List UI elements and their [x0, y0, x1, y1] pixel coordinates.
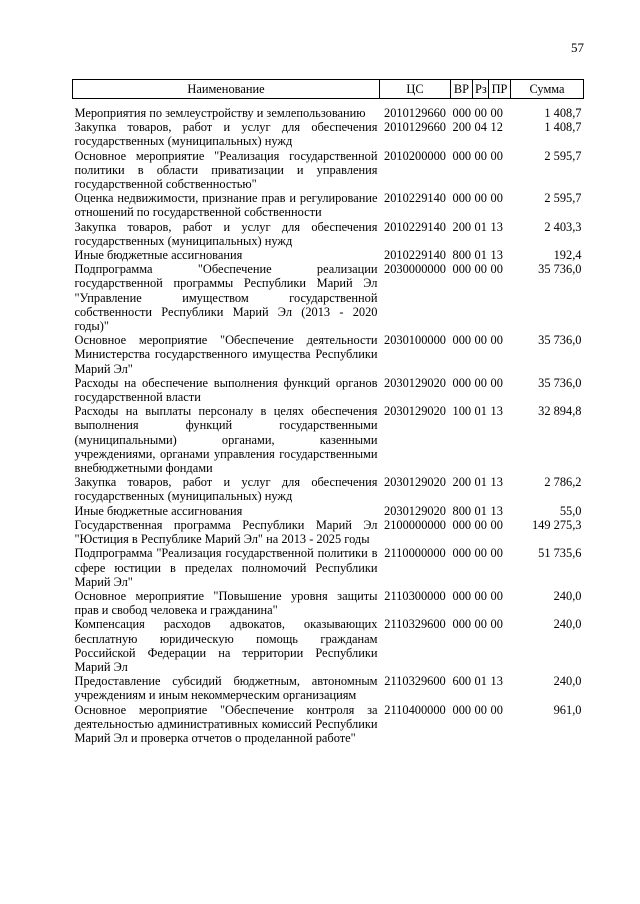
row-pr: 00: [490, 333, 503, 348]
row-name: Основное мероприятие "Обеспечение деятельности Министерства государственного имущества Республики Марий Эл": [74, 333, 378, 376]
row-sum: 2 786,2: [544, 475, 582, 490]
row-sum: 55,0: [559, 503, 582, 518]
row-name: Основное мероприятие "Повышение уровня защиты прав и свобод человека и гражданина": [74, 588, 378, 618]
row-rz: 00: [474, 262, 487, 277]
row-pr: 00: [490, 588, 503, 603]
row-pr: 13: [490, 404, 503, 419]
row-cs: 2030129020: [384, 503, 446, 518]
row-pr: 00: [490, 106, 503, 120]
row-rz: 00: [474, 375, 487, 390]
row-cs: 2110300000: [384, 588, 446, 603]
row-cs: 2100000000: [384, 517, 446, 532]
row-rz: 00: [474, 517, 487, 532]
table-row: [73, 404, 584, 475]
row-cs: 2030129020: [384, 404, 446, 419]
table-row: [73, 475, 584, 503]
row-name: Иные бюджетные ассигнования: [74, 248, 243, 263]
row-name: Предоставление субсидий бюджетным, автономным учреждениям и иным некоммерческим организациям: [74, 674, 378, 703]
row-name: Закупка товаров, работ и услуг для обеспечения государственных (муниципальных) нужд: [74, 219, 378, 248]
row-vr: 800: [452, 248, 472, 263]
row-sum: 32 894,8: [538, 404, 582, 419]
table-row: [73, 99, 584, 121]
row-name: Подпрограмма "Обеспечение реализации государственной программы Республики Марий Эл "Управление имуществом государственной собственности Республики Марий Эл (2013 - 2020 годы)": [74, 262, 378, 334]
row-pr: 00: [490, 191, 503, 206]
row-name: Подпрограмма "Реализация государственной политики в сфере юстиции в пределах полномочий Республики Марий Эл": [74, 546, 378, 589]
table-row: [73, 546, 584, 589]
row-vr: 000: [452, 617, 472, 632]
row-sum: 2 595,7: [544, 191, 582, 206]
row-cs: 2030100000: [384, 333, 446, 348]
row-cs: 2010129660: [384, 120, 446, 135]
row-cs: 2110400000: [384, 702, 446, 717]
row-rz: 00: [474, 106, 487, 120]
row-sum: 2 595,7: [544, 148, 582, 163]
row-name: Расходы на обеспечение выполнения функций органов государственной власти: [74, 375, 378, 405]
row-rz: 00: [474, 148, 487, 163]
row-cs: 2110329600: [384, 617, 446, 632]
row-rz: 01: [474, 404, 487, 419]
row-vr: 000: [452, 333, 472, 348]
table-row: [73, 518, 584, 546]
row-vr: 800: [452, 503, 472, 518]
row-rz: 01: [474, 503, 487, 518]
row-cs: 2010200000: [384, 148, 446, 163]
table-row: [73, 376, 584, 404]
row-sum: 51 735,6: [538, 546, 582, 561]
row-sum: 240,0: [553, 588, 582, 603]
table-row: [73, 674, 584, 702]
row-sum: 149 275,3: [531, 517, 582, 532]
row-rz: 00: [474, 191, 487, 206]
row-vr: 000: [452, 375, 472, 390]
row-cs: 2010229140: [384, 191, 446, 206]
row-vr: 000: [452, 588, 472, 603]
row-pr: 00: [490, 702, 503, 717]
row-pr: 00: [490, 546, 503, 561]
table-row: [73, 191, 584, 219]
table-row: [73, 220, 584, 248]
row-pr: 13: [490, 219, 503, 234]
table-row: [73, 149, 584, 192]
row-vr: 200: [452, 120, 472, 135]
row-sum: 240,0: [553, 674, 582, 689]
row-vr: 600: [452, 674, 472, 689]
row-pr: 13: [490, 248, 503, 263]
row-sum: 35 736,0: [538, 333, 582, 348]
header-pr: ПР: [489, 80, 511, 99]
row-vr: 200: [452, 219, 472, 234]
row-vr: 200: [452, 475, 472, 490]
row-rz: 00: [474, 546, 487, 561]
row-vr: 000: [452, 191, 472, 206]
row-rz: 04: [474, 120, 487, 135]
row-cs: 2030129020: [384, 475, 446, 490]
table-row: [73, 589, 584, 617]
header-rz: Рз: [473, 80, 489, 99]
table-header-row: [73, 80, 584, 99]
table-row: [73, 120, 584, 148]
row-pr: 00: [490, 262, 503, 277]
row-vr: 000: [452, 546, 472, 561]
row-vr: 000: [452, 702, 472, 717]
header-name: Наименование: [73, 80, 380, 99]
row-rz: 01: [474, 475, 487, 490]
row-pr: 12: [490, 120, 503, 135]
row-cs: 2010229140: [384, 248, 446, 263]
row-cs: 2030129020: [384, 375, 446, 390]
row-vr: 100: [452, 404, 472, 419]
row-sum: 1 408,7: [544, 120, 582, 135]
row-pr: 00: [490, 517, 503, 532]
row-sum: 35 736,0: [538, 262, 582, 277]
row-rz: 00: [474, 617, 487, 632]
header-sum: Сумма: [511, 80, 584, 99]
row-name: Закупка товаров, работ и услуг для обеспечения государственных (муниципальных) нужд: [74, 475, 378, 504]
row-sum: 1 408,7: [544, 106, 582, 120]
row-sum: 240,0: [553, 617, 582, 632]
row-name: Мероприятия по землеустройству и землепользованию: [74, 106, 366, 120]
table-row: [73, 248, 584, 262]
row-cs: 2110000000: [384, 546, 446, 561]
row-pr: 00: [490, 375, 503, 390]
row-pr: 13: [490, 475, 503, 490]
row-pr: 13: [490, 674, 503, 689]
row-vr: 000: [452, 106, 472, 120]
row-sum: 961,0: [553, 702, 582, 717]
row-name: Закупка товаров, работ и услуг для обеспечения государственных (муниципальных) нужд: [74, 120, 378, 149]
row-vr: 000: [452, 262, 472, 277]
row-vr: 000: [452, 517, 472, 532]
row-cs: 2030000000: [384, 262, 446, 277]
row-pr: 00: [490, 617, 503, 632]
table-row: [73, 504, 584, 518]
row-rz: 01: [474, 248, 487, 263]
header-cs: ЦС: [380, 80, 451, 99]
row-name: Государственная программа Республики Марий Эл "Юстиция в Республике Марий Эл" на 2013 - 2025 годы: [74, 517, 378, 547]
row-rz: 01: [474, 219, 487, 234]
table-row: [73, 703, 584, 746]
row-name: Основное мероприятие "Реализация государственной политики в области приватизации и управления государственной собственностью": [74, 148, 378, 192]
table-row: [73, 333, 584, 376]
row-pr: 13: [490, 503, 503, 518]
header-vr: ВР: [451, 80, 473, 99]
page-number: 57: [571, 40, 584, 55]
row-vr: 000: [452, 148, 472, 163]
row-cs: 2110329600: [384, 674, 446, 689]
table-row: [73, 617, 584, 674]
row-rz: 01: [474, 674, 487, 689]
row-name: Расходы на выплаты персоналу в целях обеспечения выполнения функций государственными (муниципальными) органами, казенными учреждениями, органами управления государственными внебюджетными фондами: [74, 404, 378, 476]
row-rz: 00: [474, 702, 487, 717]
row-rz: 00: [474, 588, 487, 603]
row-name: Оценка недвижимости, признание прав и регулирование отношений по государственной собственности: [74, 191, 378, 220]
row-pr: 00: [490, 148, 503, 163]
row-sum: 35 736,0: [538, 375, 582, 390]
row-rz: 00: [474, 333, 487, 348]
row-sum: 2 403,3: [544, 219, 582, 234]
row-name: Компенсация расходов адвокатов, оказывающих бесплатную юридическую помощь гражданам Российской Федерации на территории Республики Марий Эл: [74, 617, 378, 674]
row-name: Иные бюджетные ассигнования: [74, 503, 243, 518]
table-row: [73, 262, 584, 333]
budget-table: [72, 79, 584, 745]
row-name: Основное мероприятие "Обеспечение контроля за деятельностью административных комиссий Республики Марий Эл и проверка отчетов о проделанной работе": [74, 702, 378, 745]
row-cs: 2010229140: [384, 219, 446, 234]
row-sum: 192,4: [553, 248, 582, 263]
row-cs: 2010129660: [384, 106, 446, 120]
